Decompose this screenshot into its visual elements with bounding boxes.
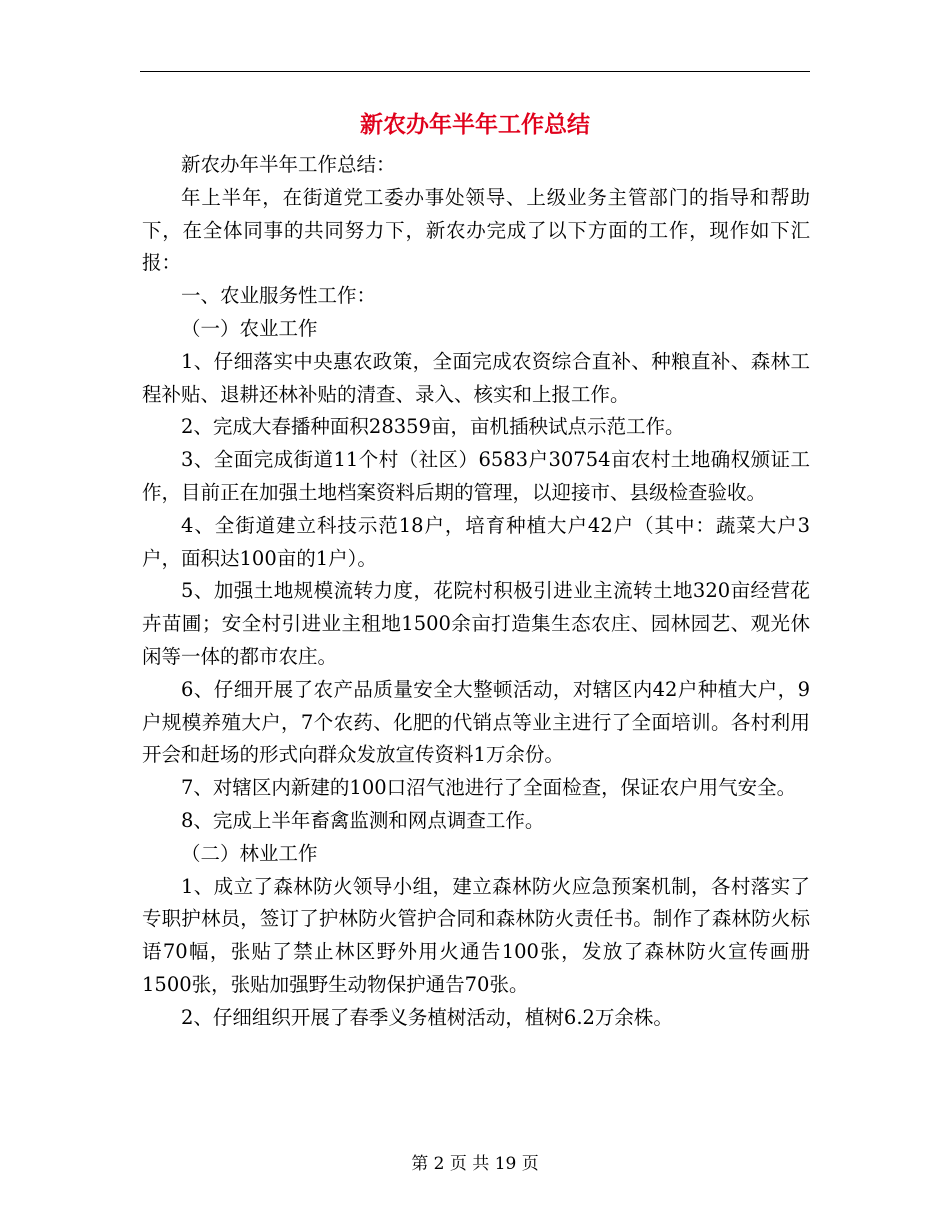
section-heading-agriculture-service: 一、农业服务性工作： [181, 284, 377, 308]
list-item: 4、全街道建立科技示范18户，培育种植大户42户（其中：蔬菜大户3户，面积达100亩的1户）。 [142, 513, 810, 570]
list-item: 7、对辖区内新建的100口沼气池进行了全面检查，保证农户用气安全。 [181, 776, 797, 800]
subsection-heading-agriculture: （一）农业工作 [181, 316, 318, 340]
page-footer: 第 2 页 共 19 页 [411, 1154, 539, 1174]
list-item: 6、仔细开展了农产品质量安全大整顿活动，对辖区内42户种植大户，9户规模养殖大户，7个农药、化肥的代销点等业主进行了全面培训。各村利用开会和赶场的形式向群众发放宣传资料1万余份。 [142, 677, 810, 767]
subsection-heading-forestry: （二）林业工作 [181, 841, 318, 865]
list-item: 5、加强土地规模流转力度，花院村积极引进业主流转土地320亩经营花卉苗圃；安全村引进业主租地1500余亩打造集生态农庄、园林园艺、观光休闲等一体的都市农庄。 [142, 579, 810, 668]
document-title: 新农办年半年工作总结 [360, 112, 590, 138]
list-item: 1、仔细落实中央惠农政策，全面完成农资综合直补、种粮直补、森林工程补贴、退耕还林补贴的清查、录入、核实和上报工作。 [142, 349, 810, 406]
list-item: 1、成立了森林防火领导小组，建立森林防火应急预案机制，各村落实了专职护林员，签订了护林防火管护合同和森林防火责任书。制作了森林防火标语70幅，张贴了禁止林区野外用火通告100张，发放了森林防火宣传画册1500张，张贴加强野生动物保护通告70张。 [142, 874, 810, 996]
document-body [142, 149, 810, 1035]
list-item: 8、完成上半年畜禽监测和网点调查工作。 [181, 808, 545, 832]
paragraph-intro: 新农办年半年工作总结： [181, 153, 396, 176]
list-item: 3、全面完成街道11个村（社区）6583户30754亩农村土地确权颁证工作，目前正在加强土地档案资料后期的管理，以迎接市、县级检查验收。 [142, 448, 810, 504]
paragraph-summary: 年上半年，在街道党工委办事处领导、上级业务主管部门的指导和帮助下，在全体同事的共同努力下，新农办完成了以下方面的工作，现作如下汇报： [142, 185, 810, 275]
header-rule [140, 71, 810, 72]
list-item: 2、仔细组织开展了春季义务植树活动，植树6.2万余株。 [181, 1005, 673, 1029]
list-item: 2、完成大春播种面积28359亩，亩机插秧试点示范工作。 [181, 415, 685, 439]
